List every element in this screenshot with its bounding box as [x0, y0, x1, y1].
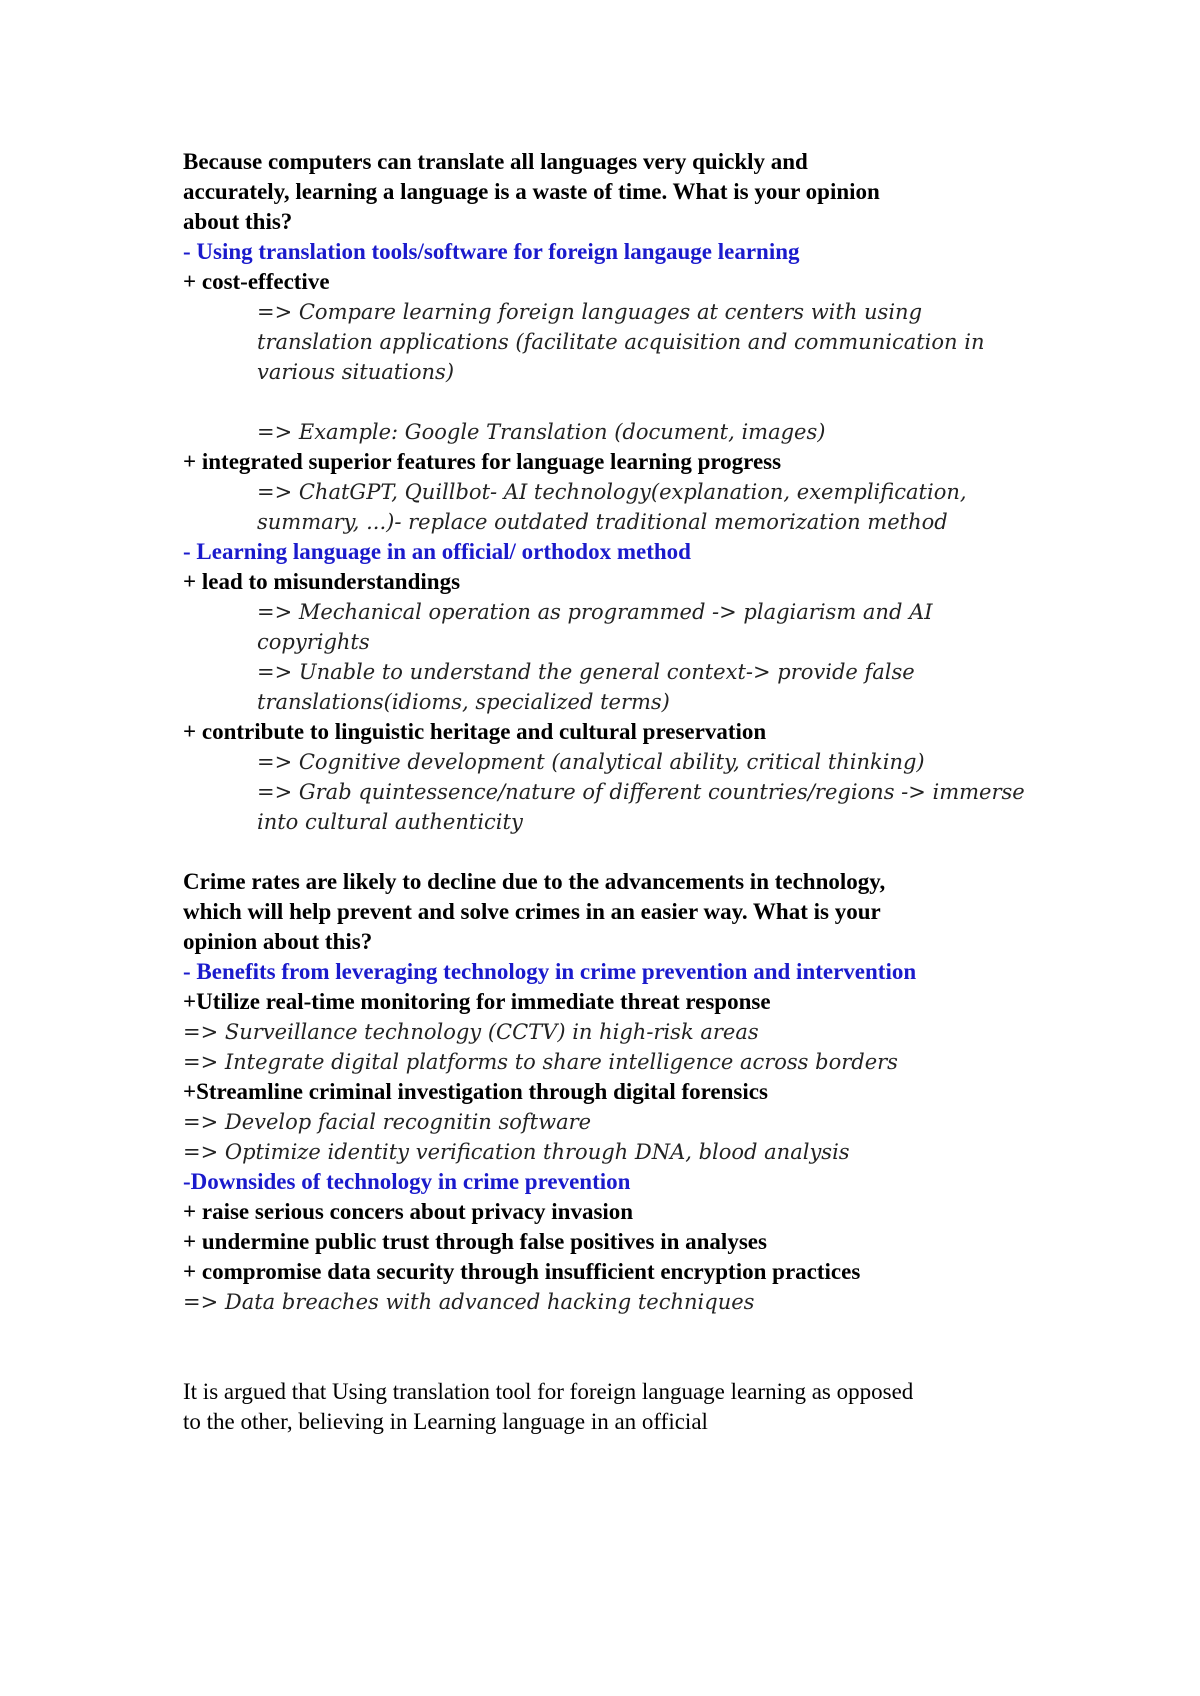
detail-line: => Data breaches with advanced hacking techniques — [183, 1290, 755, 1314]
question-line: Because computers can translate all languages very quickly and — [183, 149, 808, 174]
essay-2-point-4: + undermine public trust through false positives in analyses — [183, 1229, 767, 1254]
closing-paragraph — [183, 1377, 1063, 1437]
detail-line: => Cognitive development (analytical ability, critical thinking) — [257, 750, 925, 774]
essay-1-heading-1: - Using translation tools/software for foreign langauge learning — [183, 239, 800, 264]
paragraph-line: It is argued that Using translation tool for foreign language learning as opposed — [183, 1379, 914, 1404]
essay-2-heading-2: -Downsides of technology in crime prevention — [183, 1169, 631, 1194]
essay-2-heading-1: - Benefits from leveraging technology in crime prevention and intervention — [183, 959, 917, 984]
essay-1-question — [183, 147, 1063, 237]
question-line: accurately, learning a language is a waste of time. What is your opinion — [183, 179, 880, 204]
detail-line: into cultural authenticity — [257, 810, 523, 834]
question-line: about this? — [183, 209, 293, 234]
essay-2-point-3: + raise serious concers about privacy invasion — [183, 1199, 634, 1224]
detail-line: => Surveillance technology (CCTV) in high-risk areas — [183, 1020, 759, 1044]
question-line: opinion about this? — [183, 929, 373, 954]
blank-line — [183, 837, 1063, 867]
essay-1-point-4: + contribute to linguistic heritage and cultural preservation — [183, 719, 767, 744]
essay-1-point-3: + lead to misunderstandings — [183, 569, 461, 594]
detail-line: => Grab quintessence/nature of different countries/regions -> immerse — [257, 780, 1025, 804]
essay-2-point-5: + compromise data security through insufficient encryption practices — [183, 1259, 861, 1284]
detail-line: => ChatGPT, Quillbot- AI technology(explanation, exemplification, — [257, 480, 967, 504]
detail-line: => Example: Google Translation (document, images) — [257, 420, 826, 444]
question-line: Crime rates are likely to decline due to the advancements in technology, — [183, 869, 886, 894]
essay-1-point-1: + cost-effective — [183, 269, 330, 294]
paragraph-line: to the other, believing in Learning language in an official — [183, 1409, 708, 1434]
detail-line: => Optimize identity verification through DNA, blood analysis — [183, 1140, 850, 1164]
detail-line: various situations) — [257, 360, 455, 384]
essay-2-point-2: +Streamline criminal investigation through digital forensics — [183, 1079, 768, 1104]
detail-line: => Develop facial recognitin software — [183, 1110, 592, 1134]
detail-line: => Integrate digital platforms to share intelligence across borders — [183, 1050, 898, 1074]
essay-2-question — [183, 867, 1063, 957]
detail-line: => Unable to understand the general context-> provide false — [257, 660, 915, 684]
essay-1-heading-2: - Learning language in an official/ orthodox method — [183, 539, 691, 564]
detail-line: => Compare learning foreign languages at centers with using — [257, 300, 923, 324]
document-page — [183, 147, 1063, 1437]
detail-line: translation applications (facilitate acquisition and communication in — [257, 330, 985, 354]
detail-line: summary, ...)- replace outdated traditional memorization method — [257, 510, 948, 534]
blank-line — [183, 387, 1063, 417]
blank-line — [183, 1317, 1063, 1377]
essay-1-point-2: + integrated superior features for language learning progress — [183, 449, 782, 474]
essay-2-point-1: +Utilize real-time monitoring for immediate threat response — [183, 989, 771, 1014]
detail-line: copyrights — [257, 630, 370, 654]
detail-line: translations(idioms, specialized terms) — [257, 690, 670, 714]
detail-line: => Mechanical operation as programmed -> plagiarism and AI — [257, 600, 933, 624]
question-line: which will help prevent and solve crimes in an easier way. What is your — [183, 899, 881, 924]
